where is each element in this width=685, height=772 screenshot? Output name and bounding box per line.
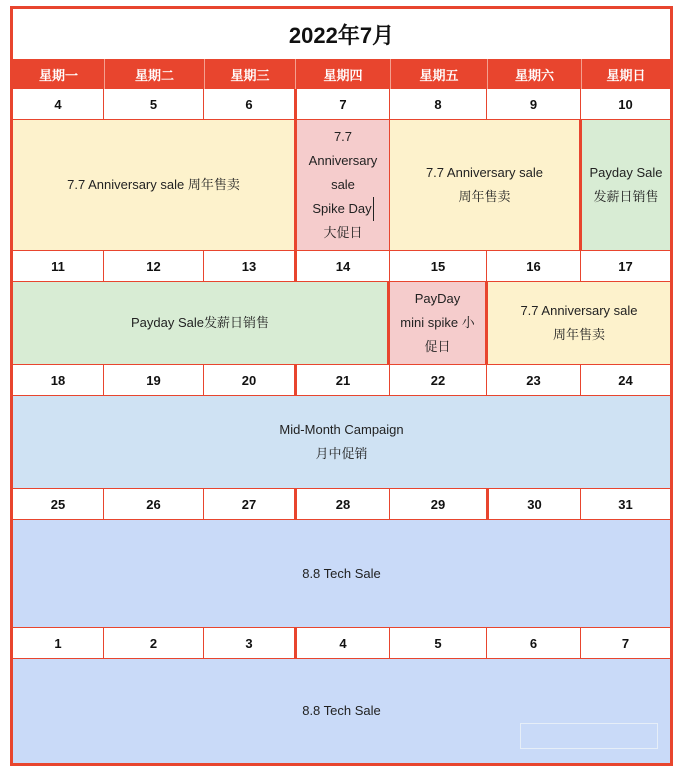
event-anniversary-sale[interactable] <box>13 120 295 251</box>
event-text: Mid-Month Campaign <box>279 422 404 437</box>
weekday-thu: 星期四 <box>295 59 390 89</box>
weekday-sun: 星期日 <box>581 59 670 89</box>
date-cell[interactable]: 6 <box>487 628 581 659</box>
date-cell[interactable]: 9 <box>487 89 581 120</box>
event-text: Payday Sale <box>589 165 663 180</box>
date-cell[interactable]: 7 <box>294 89 390 120</box>
weekday-mon: 星期一 <box>38 67 78 83</box>
date-cell[interactable]: 18 <box>13 365 104 396</box>
date-cell[interactable]: 10 <box>581 89 670 120</box>
event-text: 7.7 Anniversary sale <box>425 165 544 180</box>
date-cell[interactable]: 12 <box>104 251 204 282</box>
event-text: sale <box>331 177 355 192</box>
weekday-fri: 星期五 <box>390 59 487 89</box>
date-cell[interactable]: 3 <box>204 628 295 659</box>
event-anniversary-sale[interactable] <box>390 120 582 251</box>
date-cell[interactable]: 24 <box>581 365 670 396</box>
date-cell[interactable]: 23 <box>487 365 581 396</box>
event-payday-sale[interactable] <box>13 282 390 365</box>
event-payday-mini-spike[interactable] <box>390 282 488 365</box>
event-text: 8.8 Tech Sale <box>302 703 381 718</box>
date-cell[interactable]: 22 <box>390 365 487 396</box>
event-text: Anniversary <box>308 153 378 168</box>
weekday-header-row <box>13 59 670 89</box>
date-cell[interactable]: 21 <box>294 365 390 396</box>
event-text: Payday Sale发薪日销售 <box>131 315 269 330</box>
event-text: 7.7 <box>333 129 353 144</box>
calendar-sheet <box>10 6 673 766</box>
event-spike-day[interactable] <box>294 120 390 251</box>
date-cell[interactable]: 31 <box>581 489 670 520</box>
date-cell[interactable]: 4 <box>294 628 390 659</box>
event-tech-sale[interactable] <box>13 520 670 628</box>
date-cell[interactable]: 27 <box>204 489 295 520</box>
event-text: PayDay <box>414 291 461 306</box>
date-cell[interactable]: 6 <box>204 89 295 120</box>
date-cell[interactable]: 13 <box>204 251 295 282</box>
month-title: 2022年7月 <box>288 22 395 48</box>
date-cell[interactable]: 11 <box>13 251 104 282</box>
date-cell[interactable]: 15 <box>390 251 487 282</box>
date-cell[interactable]: 14 <box>294 251 390 282</box>
event-mid-month-campaign[interactable] <box>13 396 670 489</box>
event-text: 促日 <box>424 339 451 354</box>
weekday-sat: 星期六 <box>487 59 581 89</box>
weekday-wed: 星期三 <box>204 59 295 89</box>
date-cell[interactable]: 7 <box>581 628 670 659</box>
date-cell[interactable]: 5 <box>104 89 204 120</box>
date-cell[interactable]: 1 <box>13 628 104 659</box>
date-cell[interactable]: 19 <box>104 365 204 396</box>
date-cell[interactable]: 20 <box>204 365 295 396</box>
event-text: 7.7 Anniversary sale <box>520 303 638 318</box>
event-anniversary-sale[interactable] <box>488 282 670 365</box>
event-text: 7.7 Anniversary sale 周年售卖 <box>67 177 240 192</box>
date-cell[interactable]: 26 <box>104 489 204 520</box>
date-cell[interactable]: 29 <box>390 489 487 520</box>
date-cell[interactable]: 25 <box>13 489 104 520</box>
weekday-tue: 星期二 <box>104 59 204 89</box>
date-cell[interactable]: 16 <box>487 251 581 282</box>
event-payday-sale[interactable] <box>582 120 670 251</box>
event-text: 8.8 Tech Sale <box>302 565 381 581</box>
date-cell[interactable]: 5 <box>390 628 487 659</box>
date-cell[interactable]: 17 <box>581 251 670 282</box>
event-text: 大促日 <box>323 225 363 240</box>
date-cell[interactable]: 4 <box>13 89 104 120</box>
event-text: mini spike 小 <box>400 315 475 330</box>
date-cell[interactable]: 8 <box>390 89 487 120</box>
event-text: 发薪日销售 <box>593 189 659 204</box>
event-text: 周年售卖 <box>552 327 605 342</box>
event-text: Spike Day <box>312 197 373 221</box>
watermark <box>520 723 658 749</box>
date-cell[interactable]: 2 <box>104 628 204 659</box>
event-text: 月中促销 <box>315 446 368 461</box>
date-cell[interactable]: 28 <box>294 489 390 520</box>
date-cell[interactable]: 30 <box>486 489 581 520</box>
event-text: 周年售卖 <box>458 189 511 204</box>
